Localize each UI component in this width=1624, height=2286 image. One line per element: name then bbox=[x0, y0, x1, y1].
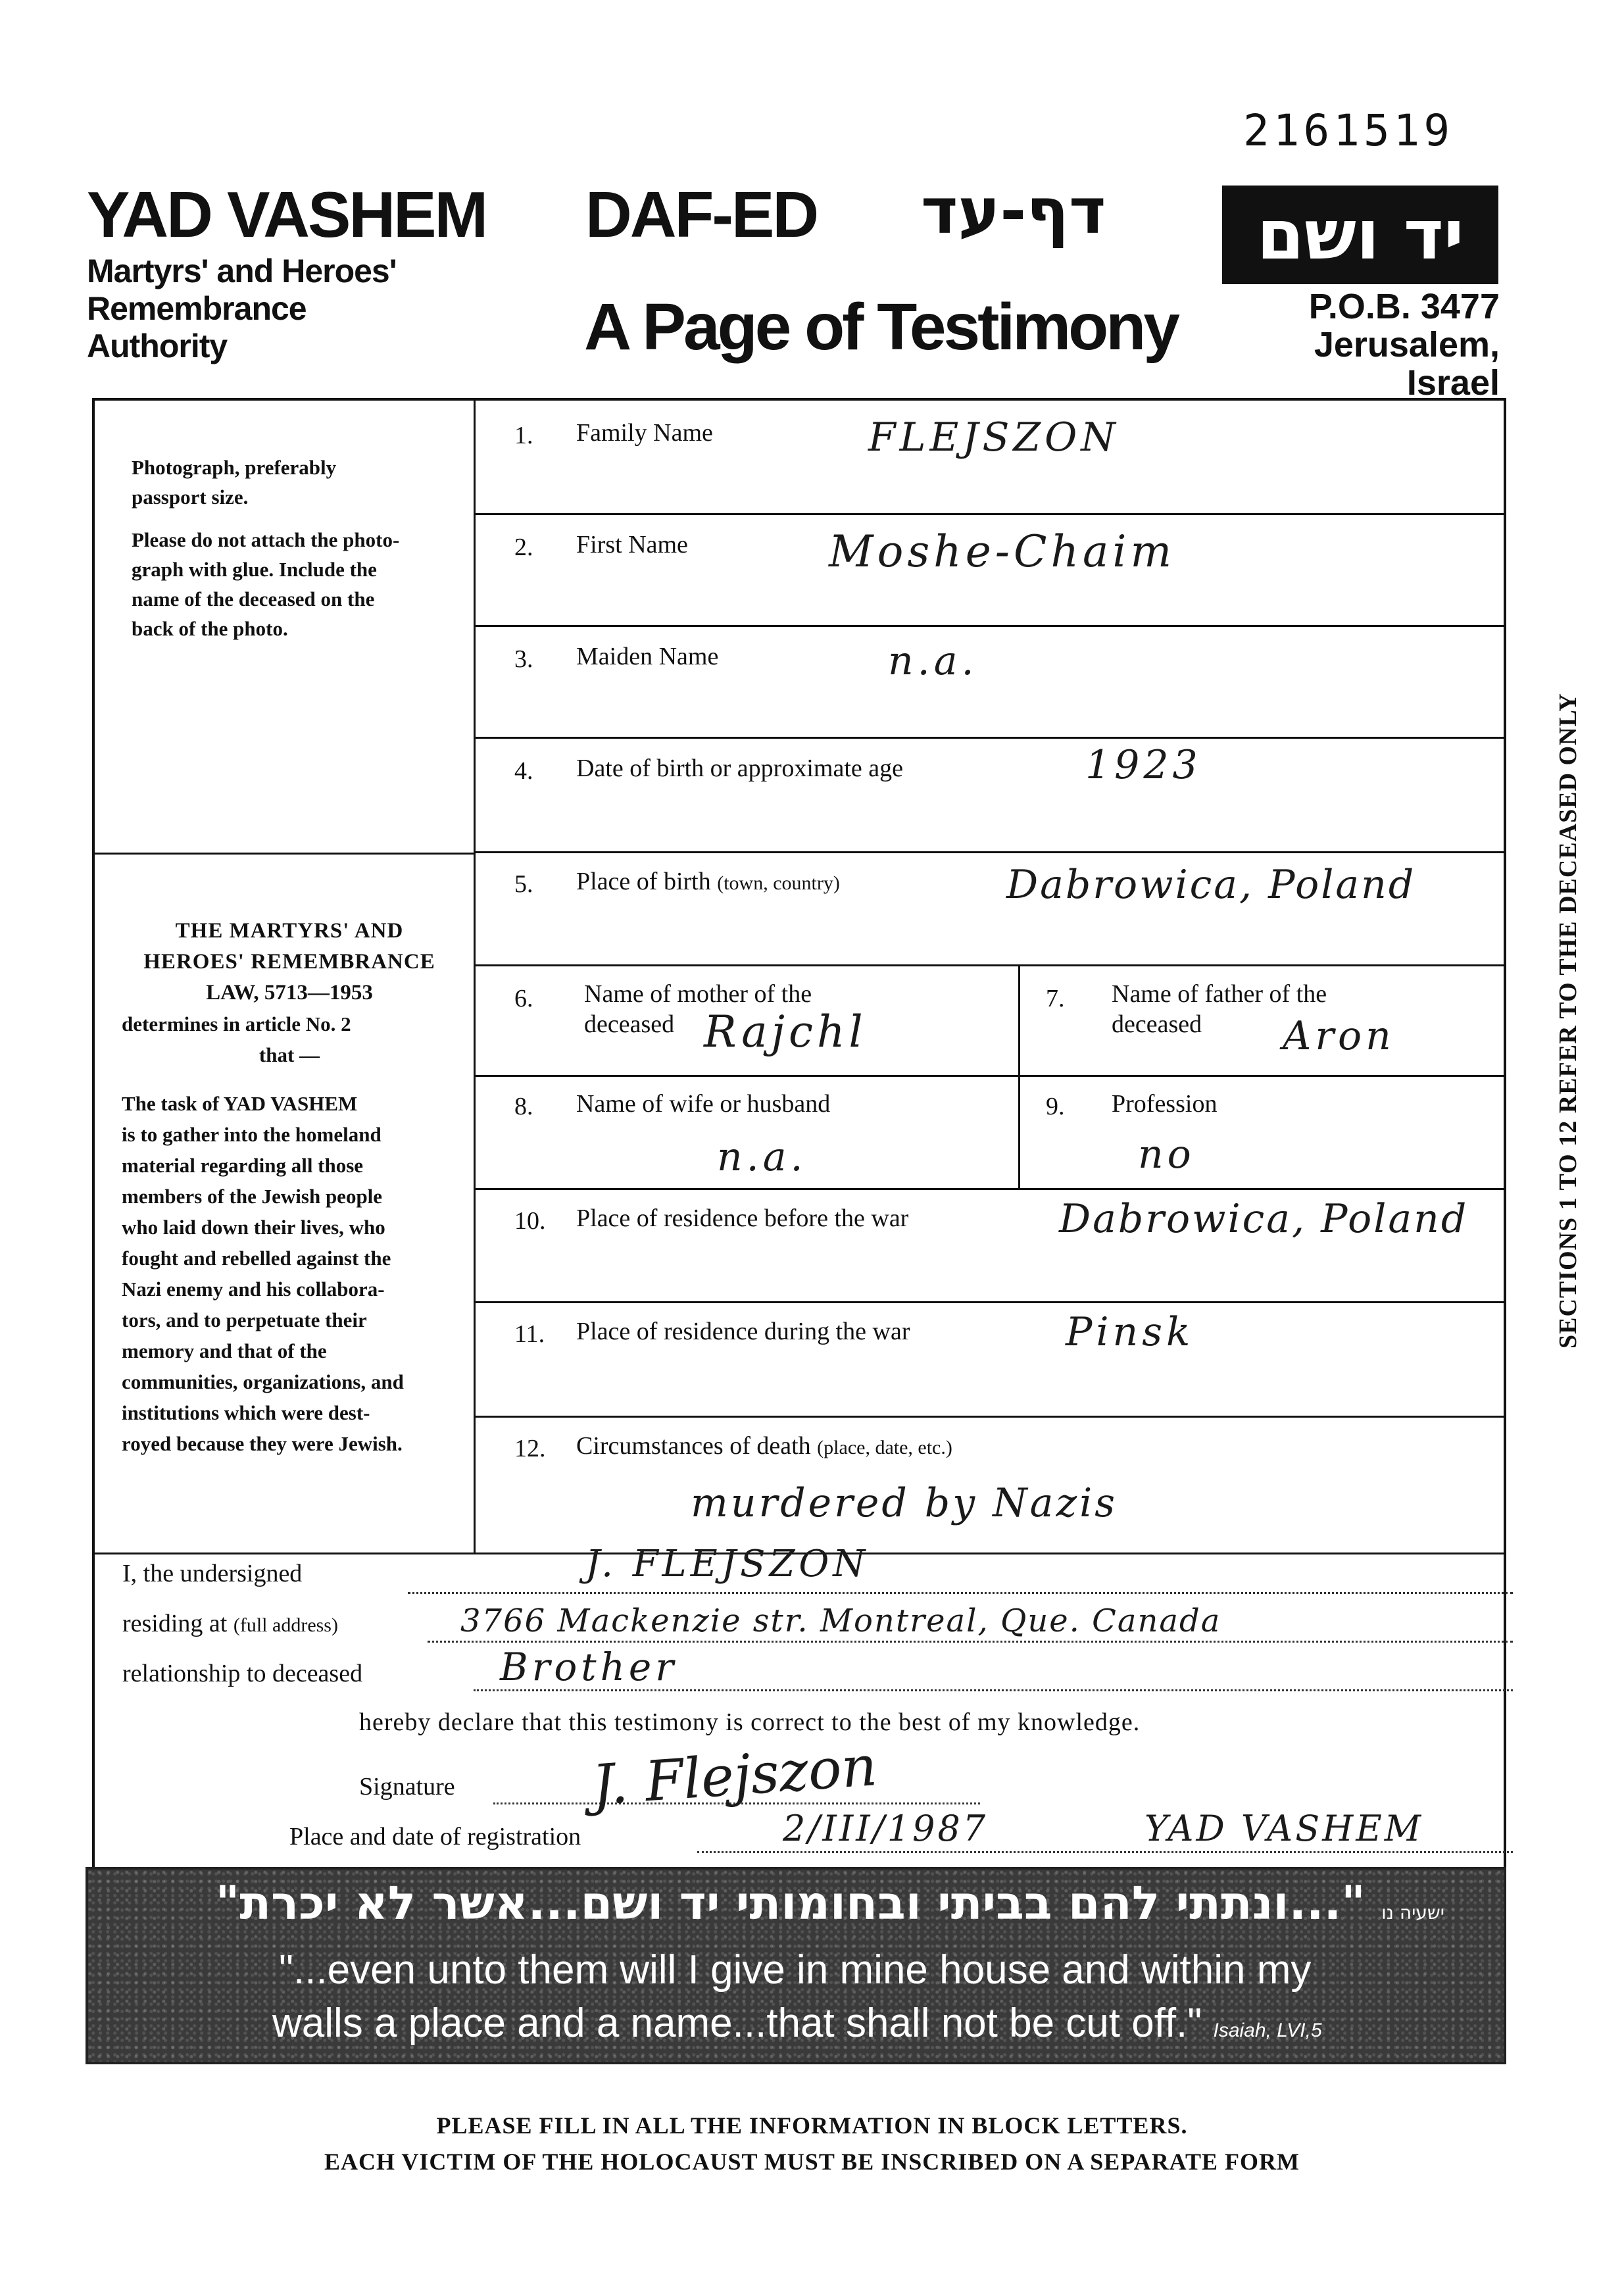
column-divider bbox=[474, 398, 476, 1553]
registration-place-field[interactable]: YAD VASHEM bbox=[1144, 1808, 1424, 1849]
city: Jerusalem, Israel bbox=[1314, 325, 1500, 403]
maiden-name-label: Maiden Name bbox=[576, 643, 719, 670]
family-name-field[interactable]: FLEJSZON bbox=[868, 414, 1120, 460]
signature-label: Signature bbox=[359, 1773, 455, 1801]
father-label-line: deceased bbox=[1112, 1010, 1202, 1038]
hebrew-quote bbox=[216, 1876, 1444, 1930]
father-name-field[interactable]: Aron bbox=[1283, 1013, 1395, 1059]
cell-divider bbox=[1018, 964, 1020, 1188]
residence-before-label: Place of residence before the war bbox=[576, 1205, 909, 1232]
row-divider bbox=[474, 1188, 1506, 1190]
residence-during-field[interactable]: Pinsk bbox=[1066, 1309, 1194, 1355]
residing-hint: (full address) bbox=[233, 1614, 338, 1636]
task-line: Nazi enemy and his collabora- bbox=[122, 1278, 385, 1301]
daf-ed-title: DAF-ED bbox=[585, 178, 818, 251]
registration-date-field[interactable]: 2/III/1987 bbox=[783, 1808, 989, 1849]
photo-line: passport size. bbox=[132, 485, 249, 509]
profession-field[interactable]: no bbox=[1138, 1131, 1195, 1178]
yad-vashem-logo: יד ושם bbox=[1222, 186, 1498, 284]
field-number: 6. bbox=[514, 985, 533, 1012]
row-divider bbox=[474, 513, 1506, 515]
photo-line: Photograph, preferably bbox=[132, 456, 337, 479]
birthplace-label bbox=[576, 867, 840, 896]
row-divider bbox=[474, 737, 1506, 739]
document-number: 2161519 bbox=[1243, 105, 1454, 156]
residence-during-label: Place of residence during the war bbox=[576, 1318, 910, 1345]
dotted-line bbox=[474, 1689, 1513, 1691]
task-line: is to gather into the homeland bbox=[122, 1123, 381, 1146]
photo-note-line: graph with glue. Include the bbox=[132, 558, 377, 581]
row-divider bbox=[474, 1416, 1506, 1418]
org-subtitle-line: Martyrs' and Heroes' bbox=[87, 253, 397, 289]
english-quote-text: walls a place and a name...that shall not be cut off." bbox=[272, 2000, 1202, 2046]
birthplace-hint: (town, country) bbox=[717, 872, 840, 894]
law-line: determines in article No. 2 bbox=[122, 1012, 351, 1035]
task-line: tors, and to perpetuate their bbox=[122, 1308, 367, 1331]
mother-label-line: Name of mother of the bbox=[584, 980, 812, 1008]
death-circumstances-label bbox=[576, 1431, 952, 1460]
signature-field[interactable]: J. Flejszon bbox=[590, 1733, 879, 1818]
task-line: members of the Jewish people bbox=[122, 1185, 383, 1208]
task-line: fought and rebelled against the bbox=[122, 1247, 391, 1270]
residing-label-text: residing at bbox=[122, 1610, 228, 1637]
residence-before-field[interactable]: Dabrowica, Poland bbox=[1059, 1196, 1469, 1242]
field-number: 9. bbox=[1046, 1093, 1065, 1120]
english-quote-ref: Isaiah, LVI,5 bbox=[1213, 2020, 1322, 2041]
mother-label-line: deceased bbox=[584, 1010, 675, 1038]
profession-label: Profession bbox=[1112, 1090, 1218, 1118]
undersigned-label: I, the undersigned bbox=[122, 1560, 303, 1587]
english-quote-line: "...even unto them will I give in mine house and within my bbox=[279, 1947, 1312, 1993]
org-subtitle-line: Remembrance bbox=[87, 290, 307, 327]
relationship-label: relationship to deceased bbox=[122, 1660, 363, 1687]
row-divider bbox=[474, 625, 1506, 627]
spouse-name-field[interactable]: n.a. bbox=[717, 1134, 807, 1180]
english-quote-line bbox=[272, 2000, 1322, 2047]
residing-label bbox=[122, 1609, 338, 1638]
field-number: 8. bbox=[514, 1093, 533, 1120]
field-number: 10. bbox=[514, 1207, 546, 1235]
mother-name-field[interactable]: Rajchl bbox=[704, 1006, 867, 1057]
daf-ed-hebrew-title: דף-עד bbox=[921, 174, 1106, 248]
residing-field[interactable]: 3766 Mackenzie str. Montreal, Que. Canada bbox=[460, 1603, 1221, 1639]
photo-note-line: Please do not attach the photo- bbox=[132, 528, 400, 551]
undersigned-field[interactable]: J. FLEJSZON bbox=[585, 1543, 870, 1585]
birth-date-field[interactable]: 1923 bbox=[1085, 742, 1202, 788]
row-divider bbox=[474, 851, 1506, 853]
death-circumstances-field[interactable]: murdered by Nazis bbox=[691, 1480, 1118, 1526]
field-number: 12. bbox=[514, 1435, 546, 1462]
law-line: HEROES' REMEMBRANCE bbox=[143, 950, 435, 974]
footer-instruction: EACH VICTIM OF THE HOLOCAUST MUST BE INSCRIBED ON A SEPARATE FORM bbox=[324, 2149, 1300, 2175]
relationship-field[interactable]: Brother bbox=[500, 1645, 677, 1689]
task-line: royed because they were Jewish. bbox=[122, 1432, 403, 1455]
address-block bbox=[1223, 287, 1500, 402]
spouse-name-label: Name of wife or husband bbox=[576, 1090, 831, 1118]
row-divider bbox=[474, 964, 1506, 966]
law-line: THE MARTYRS' AND bbox=[175, 919, 404, 943]
left-panel-divider bbox=[92, 853, 475, 855]
task-line: who laid down their lives, who bbox=[122, 1216, 385, 1239]
field-number: 11. bbox=[514, 1320, 545, 1348]
field-number: 2. bbox=[514, 534, 533, 561]
birth-date-label: Date of birth or approximate age bbox=[576, 755, 903, 782]
death-hint: (place, date, etc.) bbox=[817, 1437, 952, 1458]
law-text bbox=[122, 916, 457, 1070]
pob: P.O.B. 3477 bbox=[1308, 287, 1500, 326]
task-line: material regarding all those bbox=[122, 1154, 364, 1177]
registration-label: Place and date of registration bbox=[289, 1823, 581, 1851]
org-name: YAD VASHEM bbox=[87, 178, 487, 251]
father-label-line: Name of father of the bbox=[1112, 980, 1327, 1008]
footer-instruction: PLEASE FILL IN ALL THE INFORMATION IN BLOCK LETTERS. bbox=[436, 2112, 1188, 2139]
birthplace-label-text: Place of birth bbox=[576, 868, 711, 895]
org-subtitle-line: Authority bbox=[87, 328, 228, 364]
task-line: communities, organizations, and bbox=[122, 1370, 404, 1393]
field-number: 3. bbox=[514, 645, 533, 673]
photo-instructions bbox=[132, 453, 447, 643]
row-divider bbox=[474, 1075, 1506, 1077]
side-note: SECTIONS 1 TO 12 REFER TO THE DECEASED ONLY bbox=[1554, 693, 1582, 1349]
dotted-line bbox=[697, 1851, 1513, 1853]
hebrew-quote-ref: ישעיה נו bbox=[1381, 1902, 1444, 1924]
quote-banner bbox=[86, 1867, 1506, 2064]
first-name-field[interactable]: Moshe-Chaim bbox=[829, 526, 1176, 577]
field-number: 4. bbox=[514, 757, 533, 785]
law-line: LAW, 5713—1953 bbox=[206, 981, 373, 1005]
dotted-line bbox=[428, 1641, 1513, 1643]
task-text bbox=[122, 1088, 457, 1459]
row-divider bbox=[474, 1301, 1506, 1303]
task-line: The task of YAD VASHEM bbox=[122, 1092, 358, 1115]
first-name-label: First Name bbox=[576, 531, 688, 559]
field-number: 7. bbox=[1046, 985, 1065, 1012]
declaration-text: hereby declare that this testimony is correct to the best of my knowledge. bbox=[359, 1708, 1141, 1736]
photo-note-line: back of the photo. bbox=[132, 617, 288, 640]
birthplace-field[interactable]: Dabrowica, Poland bbox=[1006, 862, 1416, 908]
law-line: that — bbox=[258, 1043, 320, 1066]
page-title: A Page of Testimony bbox=[584, 290, 1177, 364]
maiden-name-field[interactable]: n.a. bbox=[888, 638, 978, 684]
org-subtitle bbox=[87, 253, 397, 365]
field-number: 5. bbox=[514, 870, 533, 898]
field-number: 1. bbox=[514, 422, 533, 449]
task-line: memory and that of the bbox=[122, 1339, 327, 1362]
dotted-line bbox=[408, 1592, 1513, 1594]
task-line: institutions which were dest- bbox=[122, 1401, 370, 1424]
death-label-text: Circumstances of death bbox=[576, 1432, 811, 1460]
photo-note-line: name of the deceased on the bbox=[132, 587, 375, 610]
family-name-label: Family Name bbox=[576, 419, 713, 447]
hebrew-quote-text: "...ונתתי להם בביתי ובחומותי יד ושם...אשר לא יכרת" bbox=[215, 1876, 1366, 1930]
